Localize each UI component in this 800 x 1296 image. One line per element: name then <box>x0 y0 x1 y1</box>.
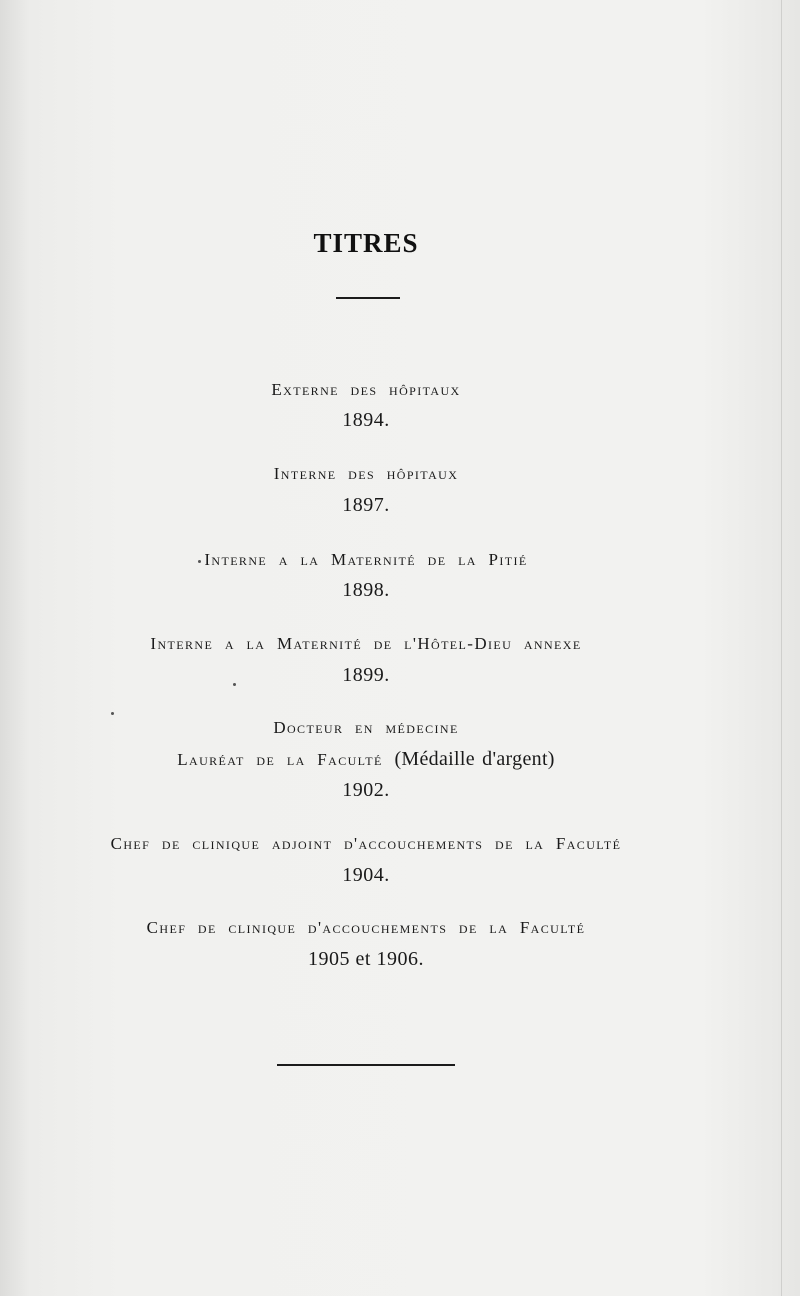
entry-year-1899: 1899. <box>342 664 390 686</box>
page-title: TITRES <box>313 228 419 258</box>
entry-year-1897: 1897. <box>342 494 390 516</box>
ink-speck <box>198 560 201 563</box>
entry-label-laureat: Lauréat de la Faculté <box>177 750 383 769</box>
entry-label-chef-adjoint: Chef de clinique adjoint d'accouchements de la Faculté <box>110 834 622 853</box>
entry-label-maternite-hotel-dieu: Interne a la Maternité de l'Hôtel-Dieu annexe <box>150 634 582 653</box>
closing-rule <box>277 1064 455 1066</box>
entry-year-1904: 1904. <box>342 864 390 886</box>
ink-speck <box>233 683 236 686</box>
entry-label-medaille: (Médaille d'argent) <box>394 748 555 770</box>
entry-label-chef-clinique: Chef de clinique d'accouchements de la Faculté <box>146 918 586 937</box>
entry-label-laureat-line <box>0 748 732 771</box>
entry-year-1898: 1898. <box>342 579 390 601</box>
title-rule <box>336 297 400 299</box>
entry-year-1894: 1894. <box>342 409 390 431</box>
page-edge <box>781 0 782 1296</box>
entry-year-1905-1906: 1905 et 1906. <box>308 948 424 970</box>
entry-label-externe: Externe des hôpitaux <box>271 380 461 399</box>
entry-label-interne: Interne des hôpitaux <box>273 464 459 483</box>
entry-label-docteur: Docteur en médecine <box>273 718 459 737</box>
entry-year-1902: 1902. <box>342 779 390 801</box>
entry-label-maternite-pitie: Interne a la Maternité de la Pitié <box>204 550 528 569</box>
ink-speck <box>111 712 114 715</box>
